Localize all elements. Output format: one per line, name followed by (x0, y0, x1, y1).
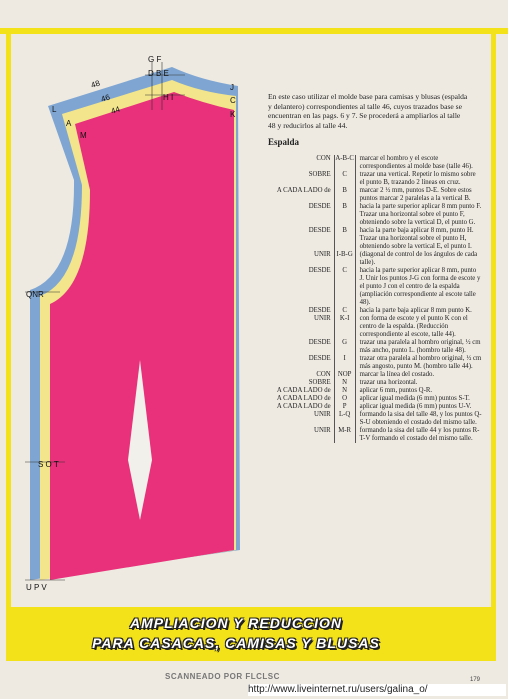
step-row (262, 379, 482, 387)
step-action: DESDE (308, 307, 331, 314)
point-label-l: L (52, 105, 57, 114)
step-points: B (334, 187, 355, 203)
banner-title-line-1: AMPLIACION Y REDUCCION (129, 615, 343, 631)
source-watermark: http://www.liveinternet.ru/users/galina_o/ (248, 684, 506, 696)
step-text: trazar una horizontal. (355, 379, 482, 387)
pattern-diagram (0, 40, 260, 600)
step-action: A CADA LADO de (276, 187, 331, 194)
step-points: P (334, 403, 355, 411)
step-action: UNIR (314, 411, 331, 418)
step-points: K-I (334, 315, 355, 339)
step-points: M-R (334, 427, 355, 443)
step-action: DESDE (308, 227, 331, 234)
point-label-j: J (230, 83, 234, 92)
step-row (262, 403, 482, 411)
step-text: hacia la parte baja aplicar 8 mm punto K. (355, 307, 482, 315)
steps-table (262, 155, 482, 443)
step-action: DESDE (308, 267, 331, 274)
step-text: aplicar igual medida (6 mm) puntos U-V. (355, 403, 482, 411)
step-action: A CADA LADO de (276, 387, 331, 394)
point-label-c: C (230, 96, 236, 105)
step-action: UNIR (314, 251, 331, 258)
step-action: CON (316, 371, 331, 378)
step-points: C (334, 171, 355, 187)
step-points: N (334, 387, 355, 395)
step-row (262, 155, 482, 171)
step-points: N (334, 379, 355, 387)
point-label-qnr: QNR (26, 290, 44, 299)
point-label-sot: S O T (38, 460, 59, 469)
step-text: marcar 2 ½ mm, puntos D-E. Sobre estos puntos marcar 2 paralelas a la vertical B. (355, 187, 482, 203)
step-text: trazar una vertical. Repetir lo mismo sobre el punto B, trazando 2 líneas en cruz. (355, 171, 482, 187)
scan-credit: SCANNEADO POR FLCLSC (165, 672, 280, 681)
step-points: C (334, 267, 355, 307)
step-row (262, 395, 482, 403)
step-row (262, 315, 482, 339)
step-text: formando la sisa del talle 44 y los puntos R-T-V formando el costado del mismo talle. (355, 427, 482, 443)
step-text: hacia la parte baja aplicar 8 mm, punto H. Trazar una horizontal sobre el punto H, obteniendo sobre la vertical E, el punto I. (355, 227, 482, 251)
step-row (262, 203, 482, 227)
step-row (262, 355, 482, 371)
step-row (262, 267, 482, 307)
point-label-a: A (66, 119, 72, 128)
step-text: trazar una paralela al hombro original, ½ cm más ancho, punto L. (hombro talle 48). (355, 339, 482, 355)
step-text: marcar la línea del costado. (355, 371, 482, 379)
step-text: hacia la parte superior aplicar 8 mm, punto J. Unir los puntos J-G con forma de escote y el punto J con el centro de la espalda (ampliación correspondiente al escote talle 48). (355, 267, 482, 307)
step-text: trazar otra paralela al hombro original, ½ cm más angosto, punto M. (hombro talle 44). (355, 355, 482, 371)
point-label-dbe: D B E (148, 69, 169, 78)
step-action: DESDE (308, 339, 331, 346)
step-row (262, 251, 482, 267)
step-row (262, 171, 482, 187)
step-action: SOBRE (308, 379, 331, 386)
step-points: NOP (334, 371, 355, 379)
size-label-46: 46 (99, 92, 112, 104)
step-row (262, 371, 482, 379)
step-action: UNIR (314, 427, 331, 434)
size-label-44: 44 (109, 104, 122, 116)
intro-paragraph: En este caso utilizar el molde base para camisas y blusas (espalda y delantero) correspondientes al talle 46, cuyos trazados base se encuentran en las pags. 6 y 7. Se procederá a ampliarlos al talle 48 y reducirlos al talle 44. (268, 92, 468, 130)
step-text: con forma de escote y el punto K con el centro de la espalda. (Reducción correspondiente al escote, talle 44). (355, 315, 482, 339)
step-action: DESDE (308, 355, 331, 362)
title-banner (6, 607, 496, 661)
step-points: A-B-C (334, 155, 355, 171)
step-points: L-Q (334, 411, 355, 427)
step-row (262, 339, 482, 355)
section-title: Espalda (268, 137, 300, 147)
point-label-k: K (230, 110, 236, 119)
step-text: aplicar igual medida (6 mm) puntos S-T. (355, 395, 482, 403)
step-points: O (334, 395, 355, 403)
step-row (262, 427, 482, 443)
point-label-gf: G F (148, 55, 162, 64)
step-row (262, 187, 482, 203)
step-row (262, 227, 482, 251)
point-label-hi: H I (163, 93, 174, 102)
step-action: A CADA LADO de (276, 395, 331, 402)
step-points: I (334, 355, 355, 371)
step-row (262, 411, 482, 427)
step-row (262, 387, 482, 395)
step-points: B (334, 227, 355, 251)
step-points: G (334, 339, 355, 355)
step-points: I-B-G (334, 251, 355, 267)
step-action: UNIR (314, 315, 331, 322)
banner-title-line-2: PARA CASACAS, CAMISAS Y BLUSAS (92, 635, 380, 651)
step-action: A CADA LADO de (276, 403, 331, 410)
step-row (262, 307, 482, 315)
page-number: 179 (470, 677, 481, 683)
step-text: hacia la parte superior aplicar 8 mm punto F. Trazar una horizontal sobre el punto F, obteniendo sobre la vertical D, el punto G. (355, 203, 482, 227)
step-text: marcar el hombro y el escote correspondientes al molde base (talle 46). (355, 155, 482, 171)
step-text: formando la sisa del talle 48, y los puntos Q-S-U obteniendo el costado del mismo talle. (355, 411, 482, 427)
point-label-upv: U P V (26, 583, 47, 592)
size-label-48: 48 (89, 78, 102, 90)
step-points: C (334, 307, 355, 315)
step-text: aplicar 6 mm, puntos Q-R. (355, 387, 482, 395)
step-points: B (334, 203, 355, 227)
point-label-m: M (80, 131, 87, 140)
step-action: CON (316, 155, 331, 162)
step-text: (diagonal de control de los ángulos de cada talle). (355, 251, 482, 267)
step-action: DESDE (308, 203, 331, 210)
step-action: SOBRE (308, 171, 331, 178)
